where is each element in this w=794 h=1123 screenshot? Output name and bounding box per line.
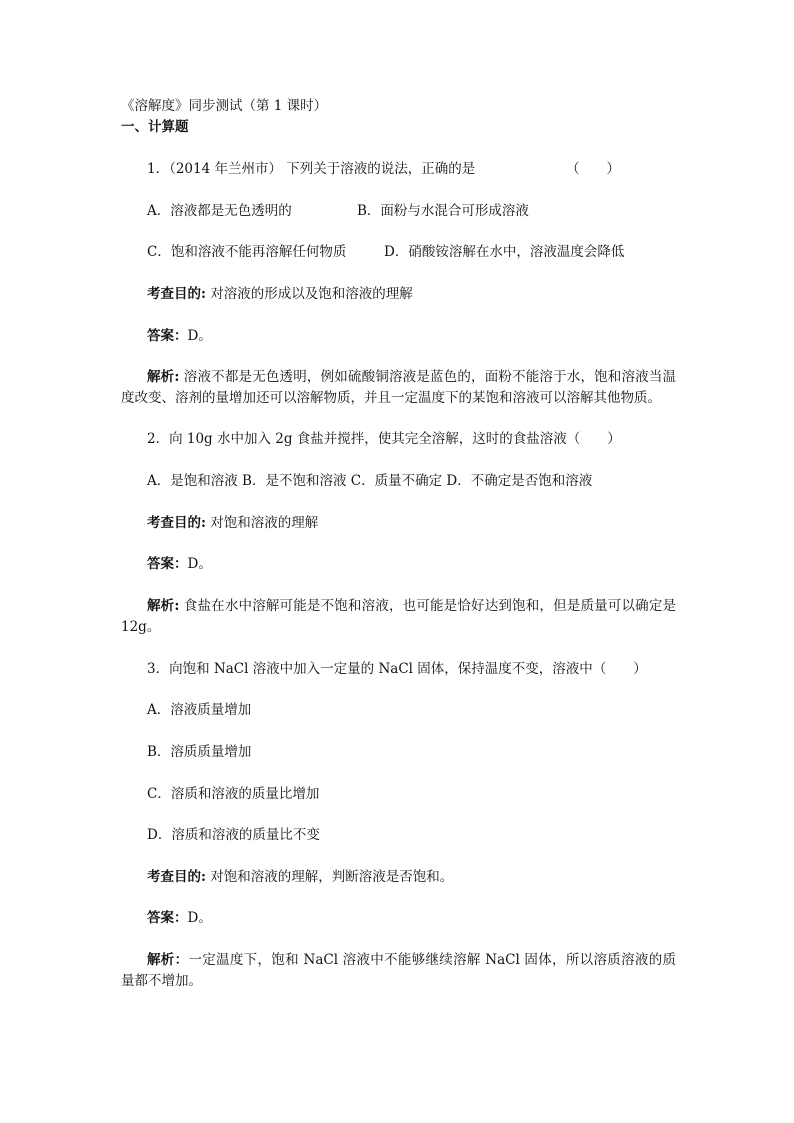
q1-purpose-label: 考查目的: bbox=[147, 286, 206, 302]
q3-analysis bbox=[121, 950, 676, 992]
q3-stem: 3．向饱和 NaCl 溶液中加入一定量的 NaCl 固体，保持温度不变，溶液中（ ） bbox=[147, 661, 647, 677]
q1-option-c: C．饱和溶液不能再溶解任何物质 bbox=[147, 244, 347, 260]
q1-answer-label: 答案： bbox=[147, 328, 188, 344]
q2-answer bbox=[147, 554, 212, 574]
q3-option-a: A．溶液质量增加 bbox=[147, 702, 252, 718]
q2-answer-text: D。 bbox=[187, 556, 212, 572]
q3-purpose-label: 考查目的: bbox=[147, 869, 206, 885]
q1-analysis bbox=[121, 367, 676, 409]
q2-purpose-text: 对饱和溶液的理解 bbox=[205, 515, 319, 531]
section-heading: 一、计算题 bbox=[121, 119, 189, 135]
q1-purpose bbox=[147, 284, 413, 304]
q1-answer-paren: （ ） bbox=[566, 161, 620, 177]
q3-analysis-text: 一定温度下，饱和 NaCl 溶液中不能够继续溶解 NaCl 固体，所以溶质溶液的质量都不增加。 bbox=[121, 952, 677, 989]
q1-analysis-label: 解析: bbox=[147, 369, 180, 385]
q3-option-b: B．溶质质量增加 bbox=[147, 744, 252, 760]
q1-option-a: A．溶液都是无色透明的 bbox=[147, 203, 292, 219]
q1-stem: 1．（2014 年兰州市） 下列关于溶液的说法，正确的是 bbox=[147, 161, 476, 177]
q1-analysis-text: 溶液不都是无色透明，例如硫酸铜溶液是蓝色的，面粉不能溶于水，饱和溶液当温度改变、溶剂的量增加还可以溶解物质，并且一定温度下的某饱和溶液可以溶解其他物质。 bbox=[121, 369, 676, 406]
q3-analysis-label: 解析： bbox=[147, 952, 189, 968]
q2-answer-label: 答案： bbox=[147, 556, 188, 572]
q2-purpose bbox=[147, 513, 318, 533]
q1-option-b: B．面粉与水混合可形成溶液 bbox=[357, 203, 529, 219]
q2-stem: 2．向 10g 水中加入 2g 食盐并搅拌，使其完全溶解，这时的食盐溶液（ ） bbox=[147, 431, 621, 447]
q2-options: A．是饱和溶液 B．是不饱和溶液 C．质量不确定 D．不确定是否饱和溶液 bbox=[147, 473, 593, 489]
q1-option-d: D．硝酸铵溶解在水中，溶液温度会降低 bbox=[384, 244, 625, 260]
q3-answer-label: 答案： bbox=[147, 910, 188, 926]
q3-option-c: C．溶质和溶液的质量比增加 bbox=[147, 786, 320, 802]
q3-answer-text: D。 bbox=[187, 910, 212, 926]
q3-purpose-text: 对饱和溶液的理解，判断溶液是否饱和。 bbox=[205, 869, 454, 885]
q3-option-d: D．溶质和溶液的质量比不变 bbox=[147, 827, 320, 843]
q1-answer bbox=[147, 326, 212, 346]
q1-answer-text: D。 bbox=[187, 328, 212, 344]
document-title: 《溶解度》同步测试（第 1 课时） bbox=[121, 98, 328, 114]
q2-analysis bbox=[121, 596, 676, 638]
q2-analysis-text: 食盐在水中溶解可能是不饱和溶液，也可能是恰好达到饱和，但是质量可以确定是 12g。 bbox=[121, 598, 676, 635]
q3-purpose bbox=[147, 867, 453, 887]
q2-analysis-label: 解析: bbox=[147, 598, 180, 614]
q2-purpose-label: 考查目的: bbox=[147, 515, 206, 531]
q1-purpose-text: 对溶液的形成以及饱和溶液的理解 bbox=[205, 286, 413, 302]
q3-answer bbox=[147, 908, 212, 928]
